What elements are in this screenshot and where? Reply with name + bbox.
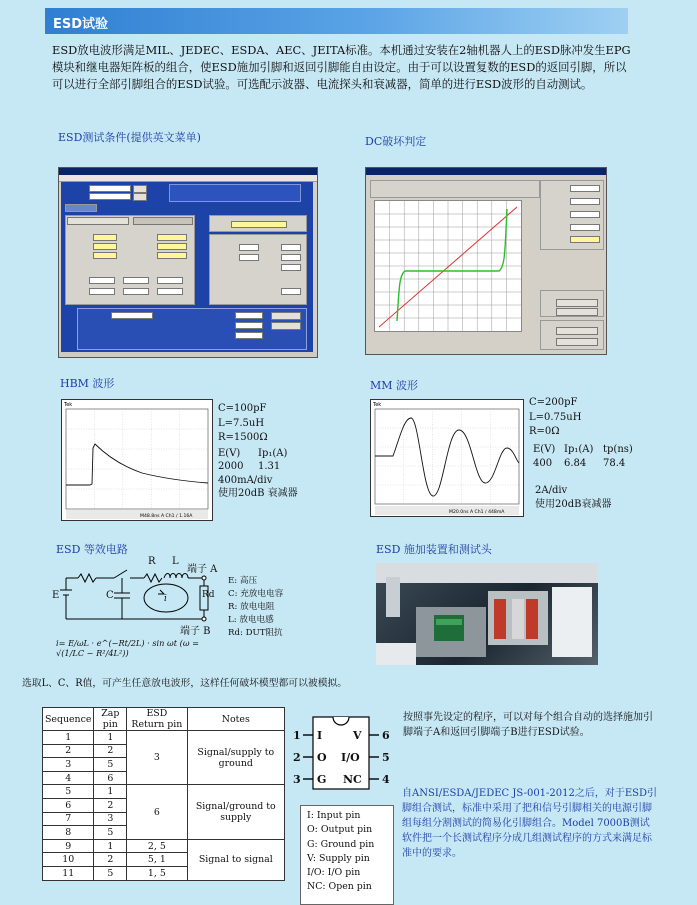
table-row: 2 2 [43,744,285,758]
pin-label-io: I/O [341,751,360,764]
mm-scale: 2A/div [535,485,568,496]
pin-label-nc: NC [343,773,362,786]
pin-label-g: G [317,773,327,786]
col-zap-pin: Zap pin [94,708,127,731]
mm-r: R=0Ω [529,426,560,437]
intro-paragraph: ESD放电波形满足MIL、JEDEC、ESDA、AEC、JEITA标准。本机通过安装在2轴机器人上的ESD脉冲发生EPG模块和继电器矩阵板的组合，使ESD施加引脚和返回引脚能自由设定。由于可以设置复数的ESD的返回引脚，所以可以进行全部引脚组合的ESD试验。可选配示波器、电流探头和衰减器，简单的进行ESD波形的自动测试。 [52,43,631,91]
table-row: 7 3 [43,812,285,826]
circuit-label-i: i [164,594,167,604]
select-lcr-note: 选取L、C、R值，可产生任意放电波形，这样任何破坏模型都可以被模拟。 [22,678,348,689]
pin-label-i: I [317,729,323,742]
pin-num-5: 5 [382,751,390,764]
legend-l: L: 放电电感 [228,615,274,625]
mm-l: L=0.75uH [529,411,582,423]
return-group-4: 5, 1 [127,853,187,867]
esd-apparatus-photo [376,563,598,665]
col-sequence: Sequence [43,708,94,731]
mm-scope-footer: M20.0ns A Ch1 ∕ 448mA [449,510,505,515]
notes-group-3: Signal to signal [187,839,284,880]
caption-apparatus: ESD 施加装置和测试头 [376,543,492,556]
legend-r: R: 放电电阻 [228,602,275,612]
circuit-label-r: R [148,556,156,567]
circuit-label-e: E [52,590,60,601]
table-row: 10 2 5, 1 [43,853,285,867]
mm-scope-capture [370,399,524,517]
hbm-lcr [218,402,268,446]
notes-group-2: Signal/ground to supply [187,785,284,839]
caption-mm: MM 波形 [370,379,419,392]
return-group-1: 3 [127,731,187,785]
mm-val-ip: 6.84 [564,458,587,469]
esd-test-conditions-screenshot [58,167,318,358]
circuit-terminal-b: 端子 B [180,626,211,637]
legend-rd: Rd: DUT阻抗 [228,628,283,638]
hbm-val-e: 2000 [218,461,244,472]
table-row: 8 5 [43,826,285,840]
legend-e: E: 高压 [228,576,258,586]
section-banner [45,8,628,34]
circuit-label-c: C [106,590,114,601]
caption-hbm: HBM 波形 [60,377,115,390]
hbm-head-ip: Ip₁(A) [258,448,288,459]
hbm-head-e: E(V) [218,448,241,459]
js001-note: 自ANSI/ESDA/JEDEC JS-001-2012之后，对于ESD引脚组合测试，标准中采用了把和信号引脚相关的电源引脚组每组分割测试的简易化引脚组合。Model 7000B测试软件把一个长测试程序分成几组测试程序的方式来满足标准中的要求。 [402,788,658,859]
caption-equiv-circuit: ESD 等效电路 [56,543,128,556]
table-row: 5 1 6 Signal/ground to supply [43,785,285,799]
dc-breakdown-screenshot [365,167,607,355]
mm-head-e: E(V) [533,444,556,455]
table-row: 4 6 [43,771,285,785]
caption-dc-judge: DC破坏判定 [365,135,427,148]
col-return-pin: ESD Return pin [127,708,187,731]
hbm-r: R=1500Ω [218,432,268,443]
mm-head-tp: tp(ns) [603,444,633,455]
pin-num-3: 3 [293,773,301,786]
sequence-table [42,707,285,881]
hbm-scale: 400mA/div [218,475,273,486]
hbm-c: C=100pF [218,403,267,414]
pin-label-v: V [353,729,362,742]
pin-legend: I: Input pin O: Output pin G: Ground pin V: Supply pin I/O: I/O pin NC: Open pin [300,805,394,905]
notes-group-1: Signal/supply to ground [187,731,284,785]
hbm-scope-brand: Tek [64,402,73,408]
mm-val-e: 400 [533,458,553,469]
ic-package-diagram [293,713,393,793]
circuit-legend [228,575,283,640]
iv-curve-plot [374,200,522,332]
return-group-5: 1, 5 [127,866,187,880]
auto-selection-text: 按照事先设定的程序，可以对每个组合自动的选择施加引脚端子A和返回引脚端子B进行ESD试验。 [403,712,653,738]
circuit-label-l: L [172,556,179,567]
return-group-3: 2, 5 [127,839,187,853]
table-row: 6 2 [43,798,285,812]
mm-scope-brand: Tek [373,402,382,408]
mm-c: C=200pF [529,397,578,408]
hbm-atten: 使用20dB 衰减器 [218,488,298,499]
pin-label-o: O [317,751,327,764]
circuit-terminal-a: 端子 A [187,564,218,575]
pin-num-4: 4 [382,773,390,786]
col-notes: Notes [187,708,284,731]
table-row: 1 1 3 Signal/supply to ground [43,731,285,745]
table-row: 9 1 2, 5 Signal to signal [43,839,285,853]
hbm-val-ip: 1.31 [258,461,281,472]
pin-num-2: 2 [293,751,301,764]
table-row: 11 5 1, 5 [43,866,285,880]
mm-head-ip: Ip₁(A) [564,444,594,455]
mm-atten: 使用20dB衰减器 [535,499,612,510]
mm-val-tp: 78.4 [603,458,626,469]
pin-num-6: 6 [382,729,390,742]
circuit-label-rd: Rd [202,590,215,600]
mm-lcr [529,396,581,440]
table-row: 3 5 [43,758,285,772]
discharge-formula: i= E/ωL · e^(−Rt/2L) · sin ωt (ω = √(1/LC − R²/4L²)) [56,638,199,658]
return-group-2: 6 [127,785,187,839]
hbm-scope-footer: M48.8ns A Ch1 ∕ 1.16A [140,514,193,519]
hbm-l: L=7.5uH [218,417,265,429]
equivalent-circuit-diagram [52,556,222,670]
hbm-scope-capture [61,399,213,521]
section-title: ESD试验 [53,17,109,32]
caption-test-conditions: ESD测试条件(提供英文菜单) [58,131,201,144]
legend-c: C: 充放电电容 [228,589,284,599]
pin-num-1: 1 [293,729,301,742]
